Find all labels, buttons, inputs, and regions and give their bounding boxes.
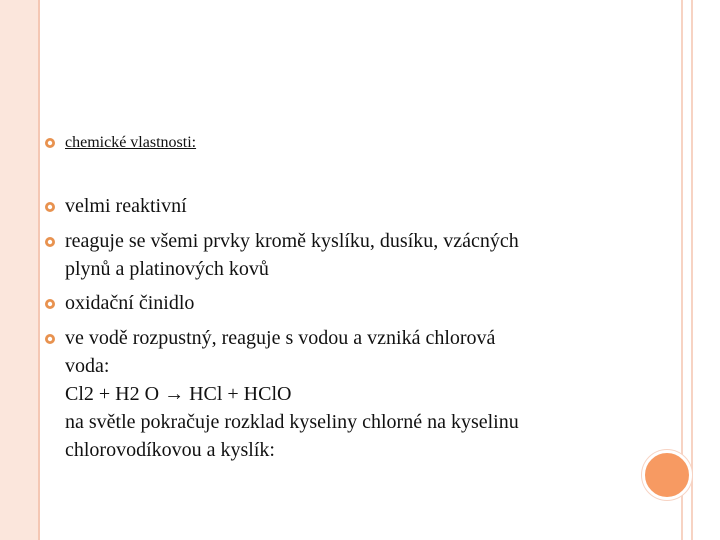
bullet-text: reaguje se všemi prvky kromě kyslíku, dusíku, vzácných [65, 230, 519, 252]
chemical-equation: Cl2 + H2 O → HCl + HClO [65, 383, 292, 405]
sun-bullet-icon [44, 298, 56, 310]
sun-bullet-icon [44, 236, 56, 248]
bullet-text: oxidační činidlo [65, 292, 195, 314]
bullet-text: velmi reaktivní [65, 195, 187, 217]
bullet-text-continuation: voda: [65, 355, 110, 377]
bullet-text-continuation: chlorovodíkovou a kyslík: [65, 439, 275, 461]
left-frame-band [0, 0, 38, 540]
section-heading: chemické vlastnosti: [65, 134, 197, 151]
right-frame-line-2 [691, 0, 693, 540]
sun-bullet-icon [44, 201, 56, 213]
bullet-text: ve vodě rozpustný, reaguje s vodou a vzniká chlorová [65, 327, 496, 349]
bullet-text-continuation: plynů a platinových kovů [65, 258, 269, 280]
sun-bullet-icon [44, 333, 56, 345]
left-frame-line [38, 0, 40, 540]
sun-bullet-icon [44, 137, 56, 149]
decorative-circle [642, 450, 692, 500]
bullet-text-continuation: na světle pokračuje rozklad kyseliny chlorné na kyselinu [65, 411, 519, 433]
